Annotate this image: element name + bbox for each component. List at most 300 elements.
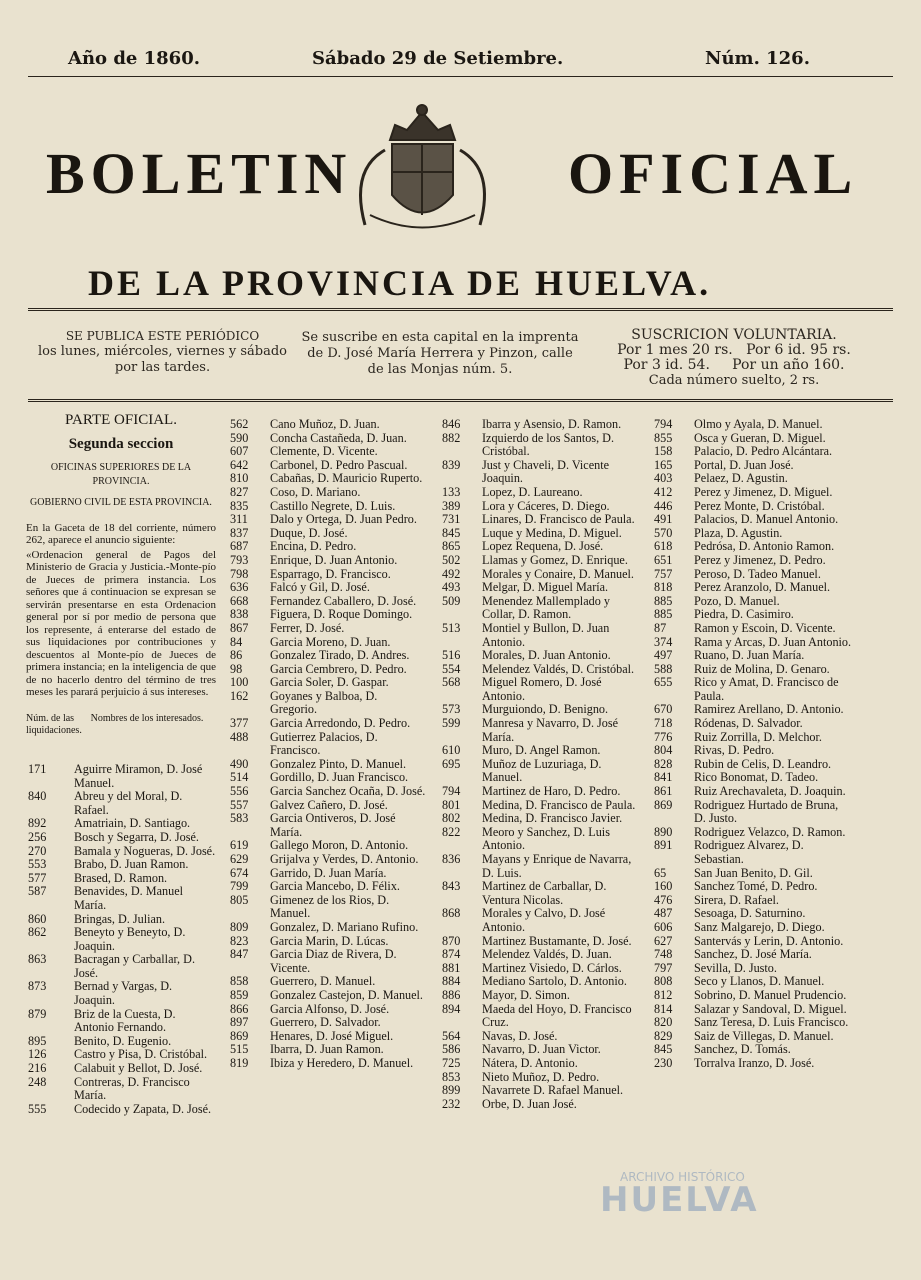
interested-name: Garcia Alfonso, D. José.: [270, 1001, 390, 1016]
interested-name: Melgar, D. Miguel María.: [482, 580, 609, 595]
interested-name: Beneyto y Beneyto, D. Joaquin.: [74, 925, 186, 953]
liquidation-number: 377: [230, 716, 249, 731]
title-left: BOLETIN: [46, 141, 353, 206]
table-header-number: Núm. de las liquidaciones.: [26, 712, 82, 736]
list-item: [26, 872, 216, 886]
liquidation-number: 725: [442, 1055, 461, 1070]
list-item: [26, 763, 216, 790]
interested-name: Lopez, D. Laureano.: [482, 484, 583, 499]
interested-name: Martinez de Haro, D. Pedro.: [482, 784, 621, 799]
liquidation-number: 556: [230, 784, 249, 799]
list-item: [652, 731, 852, 745]
interested-name: Guerrero, D. Manuel.: [270, 974, 376, 989]
list-item: [652, 1016, 852, 1030]
interested-name: Sanz Malgarejo, D. Diego.: [694, 919, 825, 934]
liquidation-number: 491: [654, 512, 673, 527]
parte-oficial-heading: PARTE OFICIAL.: [65, 412, 177, 428]
interested-name: Maeda del Hoyo, D. Francisco Cruz.: [482, 1001, 632, 1030]
interested-name: Enrique, D. Juan Antonio.: [270, 552, 398, 567]
liquidation-number: 812: [654, 987, 673, 1002]
interested-name: Henares, D. José Miguel.: [270, 1028, 394, 1043]
list-item: [652, 472, 852, 486]
list-item: [228, 445, 426, 459]
liquidation-number: 162: [230, 688, 249, 703]
liquidation-number: 890: [654, 824, 673, 839]
list-item: [26, 980, 216, 1007]
list-item: [440, 1071, 640, 1085]
interested-name: Luque y Medina, D. Miguel.: [482, 525, 622, 540]
interested-name: Medina, D. Francisco de Paula.: [482, 797, 636, 812]
liquidation-number: 590: [230, 430, 249, 445]
interested-name: Castro y Pisa, D. Cristóbal.: [74, 1047, 208, 1062]
list-item: [228, 731, 426, 758]
gobierno-heading: GOBIERNO CIVIL DE ESTA PROVINCIA.: [30, 497, 212, 509]
interested-name: Melendez Valdés, D. Juan.: [482, 947, 612, 962]
archive-watermark-top: ARCHIVO HISTÓRICO: [620, 1170, 745, 1184]
liquidation-number: 488: [230, 729, 249, 744]
list-item: [440, 1043, 640, 1057]
interested-name: Encina, D. Pedro.: [270, 539, 357, 554]
list-item: [228, 418, 426, 432]
interested-name: Bringas, D. Julian.: [74, 911, 166, 926]
list-item: [440, 826, 640, 853]
list-item: [440, 1057, 640, 1071]
interested-name: Benavides, D. Manuel María.: [74, 884, 183, 912]
liquidation-number: 843: [442, 879, 461, 894]
publication-info: SE PUBLICA ESTE PERIÓDICO los lunes, miércoles, viernes y sábado por las tardes.: [37, 329, 287, 375]
list-item: [26, 1035, 216, 1049]
list-item: [652, 636, 852, 650]
list-item: [26, 913, 216, 927]
list-item: [652, 540, 852, 554]
liquidation-number: 867: [230, 620, 249, 635]
interested-name: Grijalva y Verdes, D. Antonio.: [270, 852, 419, 866]
liquidation-number: 607: [230, 444, 249, 459]
list-item: [228, 527, 426, 541]
liquidation-number: 577: [28, 870, 47, 885]
intro-block: [26, 414, 216, 737]
liquidation-number: 230: [654, 1055, 673, 1070]
list-item: [440, 500, 640, 514]
interested-name: Castillo Negrete, D. Luis.: [270, 498, 396, 513]
oficinas-heading: OFICINAS SUPERIORES DE LA PROVINCIA.: [50, 462, 192, 487]
list-item: [228, 717, 426, 731]
list-item: [652, 962, 852, 976]
interested-name: Salazar y Sandoval, D. Miguel.: [694, 1001, 847, 1016]
interested-name: Navarrete D. Rafael Manuel.: [482, 1083, 624, 1098]
interested-name: Izquierdo de los Santos, D. Cristóbal.: [482, 430, 615, 459]
list-item: [440, 649, 640, 663]
liquidation-number: 586: [442, 1042, 461, 1057]
liquidation-number: 515: [230, 1042, 249, 1057]
liquidation-number: 570: [654, 525, 673, 540]
interested-name: Saiz de Villegas, D. Manuel.: [694, 1028, 834, 1043]
liquidation-number: 869: [654, 797, 673, 812]
liquidation-number: 797: [654, 960, 673, 975]
interested-name: Melendez Valdés, D. Cristóbal.: [482, 661, 635, 676]
liquidation-number: 98: [230, 661, 243, 676]
liquidation-number: 897: [230, 1015, 249, 1030]
interested-name: Muro, D. Angel Ramon.: [482, 743, 601, 758]
liquidation-number: 859: [230, 987, 249, 1002]
liquidation-number: 840: [28, 789, 47, 804]
list-item: [228, 649, 426, 663]
list-item: [652, 500, 852, 514]
list-item: [26, 1062, 216, 1076]
interested-name: Garcia Sanchez Ocaña, D. José.: [270, 784, 426, 799]
list-item: [440, 812, 640, 826]
list-item: [26, 845, 216, 859]
liquidation-number: 794: [442, 784, 461, 799]
liquidation-number: 820: [654, 1015, 673, 1030]
interested-name: Gutierrez Palacios, D. Francisco.: [270, 729, 378, 758]
title-rule: [28, 308, 893, 311]
liquidation-number: 884: [442, 974, 461, 989]
interested-name: Benito, D. Eugenio.: [74, 1033, 172, 1048]
list-item: [228, 1043, 426, 1057]
interested-name: Gimenez de los Rios, D. Manuel.: [270, 892, 390, 921]
interested-name: Plaza, D. Agustin.: [694, 525, 783, 540]
list-item: [228, 975, 426, 989]
interested-name: Rico Bonomat, D. Tadeo.: [694, 770, 819, 785]
liquidation-number: 403: [654, 471, 673, 486]
interested-name: Calabuit y Bellot, D. José.: [74, 1061, 203, 1076]
interested-name: Gallego Moron, D. Antonio.: [270, 838, 409, 853]
list-item: [652, 432, 852, 446]
interested-name: Garcia Marin, D. Lúcas.: [270, 933, 389, 948]
interested-name: Ramon y Escoin, D. Vicente.: [694, 620, 836, 635]
list-item: [228, 867, 426, 881]
liquidation-number: 822: [442, 824, 461, 839]
list-item: [652, 717, 852, 731]
list-item: [228, 459, 426, 473]
interested-name: Miguel Romero, D. José Antonio.: [482, 675, 602, 703]
liquidation-number: 568: [442, 675, 461, 690]
list-item: [228, 513, 426, 527]
interested-name: Rama y Arcas, D. Juan Antonio.: [694, 634, 852, 649]
list-item: [228, 799, 426, 813]
interested-name: Dalo y Ortega, D. Juan Pedro.: [270, 512, 417, 527]
list-item: [228, 771, 426, 785]
list-item: [440, 540, 640, 554]
interested-name: Duque, D. José.: [270, 525, 348, 540]
intro-paragraph-2: «Ordenacion general de Pagos del Ministerio de Gracia y Justicia.-Monte-pío de Jueces de primera instancia. Los señores que á continuacion se expresan se servirán presentarse en esta Ordenacion general por sí por medio de persona que los represente, á enterarse del estado de sus liquidaciones por contribuciones y descuentos al Monte-pío de Jueces de primera instancia; en la inteligencia de que de no hacerlo dentro del término de tres meses les parará perjuicio á sus intereses.: [26, 548, 216, 699]
interested-name: Rico y Amat, D. Francisco de Paula.: [694, 675, 839, 703]
liquidation-number: 476: [654, 892, 673, 907]
interested-name: Llamas y Gomez, D. Enrique.: [482, 552, 628, 567]
list-item: [440, 962, 640, 976]
liquidation-number: 892: [28, 816, 47, 831]
list-item: [652, 771, 852, 785]
liquidation-number: 804: [654, 743, 673, 758]
interested-name: Osca y Gueran, D. Miguel.: [694, 430, 826, 445]
liquidation-number: 845: [442, 525, 461, 540]
column-3: [440, 418, 640, 1111]
liquidation-number: 862: [28, 925, 47, 940]
interested-name: Guerrero, D. Salvador.: [270, 1015, 381, 1030]
liquidation-number: 256: [28, 829, 47, 844]
list-item: [652, 1043, 852, 1057]
liquidation-number: 497: [654, 648, 673, 663]
interested-name: Peroso, D. Tadeo Manuel.: [694, 566, 821, 581]
liquidation-number: 87: [654, 620, 667, 635]
liquidation-number: 836: [442, 852, 461, 866]
interested-name: Gonzalez Tirado, D. Andres.: [270, 648, 410, 663]
title-subtitle: DE LA PROVINCIA DE HUELVA.: [88, 263, 712, 303]
interested-name: Medina, D. Francisco Javier.: [482, 811, 623, 826]
list-item: [440, 703, 640, 717]
interested-name: Gonzalez, D. Mariano Rufino.: [270, 919, 419, 934]
liquidation-number: 126: [28, 1047, 47, 1062]
liquidation-number: 874: [442, 947, 461, 962]
liquidation-number: 588: [654, 661, 673, 676]
liquidation-number: 636: [230, 580, 249, 595]
interested-name: Figuera, D. Roque Domingo.: [270, 607, 413, 622]
liquidation-number: 158: [654, 444, 673, 459]
liquidation-number: 583: [230, 811, 249, 826]
interested-name: Montiel y Bullon, D. Juan Antonio.: [482, 620, 610, 649]
list-item: [228, 812, 426, 839]
list-item: [440, 744, 640, 758]
list-item: [228, 921, 426, 935]
list-item: [652, 839, 852, 866]
list-item: [440, 663, 640, 677]
list-item: [652, 486, 852, 500]
liquidation-number: 618: [654, 539, 673, 554]
list-item: [652, 703, 852, 717]
liquidation-number: 891: [654, 838, 673, 853]
liquidation-number: 865: [442, 539, 461, 554]
liquidation-number: 868: [442, 906, 461, 921]
liquidation-number: 619: [230, 838, 249, 853]
interested-name: Galvez Cañero, D. José.: [270, 797, 388, 812]
list-item: [652, 785, 852, 799]
liquidation-number: 587: [28, 884, 47, 899]
list-item: [652, 581, 852, 595]
list-item: [440, 907, 640, 934]
interested-name: Amatriain, D. Santiago.: [74, 816, 191, 831]
list-item: [228, 608, 426, 622]
list-item: [440, 785, 640, 799]
list-item: [652, 1030, 852, 1044]
interested-name: Muñoz de Luzuriaga, D. Manuel.: [482, 756, 602, 785]
liquidation-number: 861: [654, 784, 673, 799]
liquidation-number: 823: [230, 933, 249, 948]
liquidation-number: 490: [230, 756, 249, 771]
intro-paragraph-1: En la Gaceta de 18 del corriente, número 262, aparece el anuncio siguiente:: [26, 521, 216, 547]
liquidation-number: 516: [442, 648, 461, 663]
list-item: [440, 935, 640, 949]
liquidation-number: 557: [230, 797, 249, 812]
interested-name: Sanchez, D. Tomás.: [694, 1042, 791, 1057]
list-item: [440, 1030, 640, 1044]
list-item: [440, 717, 640, 744]
list-item: [652, 1057, 852, 1071]
interested-name: Fernandez Caballero, D. José.: [270, 593, 417, 608]
interested-name: Meoro y Sanchez, D. Luis Antonio.: [482, 824, 610, 853]
list-item: [652, 459, 852, 473]
list-item: [440, 1098, 640, 1112]
liquidation-number: 65: [654, 865, 667, 880]
list-item: [440, 527, 640, 541]
entries-col1: [26, 763, 216, 1116]
liquidation-number: 629: [230, 852, 249, 866]
interested-name: Garcia Mancebo, D. Félix.: [270, 879, 400, 894]
list-item: [26, 858, 216, 872]
list-item: [26, 1076, 216, 1103]
list-item: [228, 568, 426, 582]
liquidation-number: 818: [654, 580, 673, 595]
list-item: [652, 595, 852, 609]
interested-name: Ramirez Arellano, D. Antonio.: [694, 702, 844, 717]
interested-name: Bosch y Segarra, D. José.: [74, 829, 199, 844]
list-item: [440, 989, 640, 1003]
info-rule: [28, 399, 893, 402]
interested-name: Ruiz Arechavaleta, D. Joaquin.: [694, 784, 846, 799]
list-item: [652, 622, 852, 636]
liquidation-number: 509: [442, 593, 461, 608]
liquidation-number: 809: [230, 919, 249, 934]
list-item: [228, 880, 426, 894]
liquidation-number: 216: [28, 1061, 47, 1076]
interested-name: Pozo, D. Manuel.: [694, 593, 780, 608]
liquidation-number: 606: [654, 919, 673, 934]
liquidation-number: 133: [442, 484, 461, 499]
interested-name: Carbonel, D. Pedro Pascual.: [270, 457, 408, 472]
interested-name: Gonzalez Castejon, D. Manuel.: [270, 987, 423, 1002]
interested-name: Mediano Sartolo, D. Antonio.: [482, 974, 627, 989]
liquidation-number: 858: [230, 974, 249, 989]
interested-name: Ibiza y Heredero, D. Manuel.: [270, 1055, 414, 1070]
liquidation-number: 794: [654, 417, 673, 431]
interested-name: Lora y Cáceres, D. Diego.: [482, 498, 610, 513]
liquidation-number: 793: [230, 552, 249, 567]
interested-name: Goyanes y Balboa, D. Gregorio.: [270, 688, 378, 717]
list-item: [652, 513, 852, 527]
interested-name: Palacios, D. Manuel Antonio.: [694, 512, 839, 527]
liquidation-number: 573: [442, 702, 461, 717]
liquidation-number: 731: [442, 512, 461, 527]
list-item: [26, 817, 216, 831]
liquidation-number: 412: [654, 484, 673, 499]
liquidation-number: 870: [442, 933, 461, 948]
interested-name: Martinez Visiedo, D. Cárlos.: [482, 960, 622, 975]
interested-name: Esparrago, D. Francisco.: [270, 566, 391, 581]
liquidation-number: 564: [442, 1028, 461, 1043]
interested-name: Perez Monte, D. Cristóbal.: [694, 498, 825, 513]
list-item: [228, 690, 426, 717]
interested-name: Garrido, D. Juan María.: [270, 865, 387, 880]
liquidation-number: 879: [28, 1006, 47, 1021]
list-item: [440, 513, 640, 527]
interested-name: Cabañas, D. Mauricio Ruperto.: [270, 471, 423, 486]
interested-name: Coso, D. Mariano.: [270, 484, 361, 499]
liquidation-number: 828: [654, 756, 673, 771]
liquidation-number: 270: [28, 843, 47, 858]
interested-name: Garcia Arredondo, D. Pedro.: [270, 716, 411, 731]
list-item: [652, 744, 852, 758]
list-item: [440, 459, 640, 486]
list-item: [228, 663, 426, 677]
list-item: [652, 799, 852, 826]
interested-name: Just y Chaveli, D. Vicente Joaquin.: [482, 457, 609, 486]
interested-name: Aguirre Miramon, D. José Manuel.: [74, 761, 203, 790]
interested-name: Garcia Moreno, D. Juan.: [270, 634, 391, 649]
liquidation-number: 810: [230, 471, 249, 486]
interested-name: Piedra, D. Casimiro.: [694, 607, 794, 622]
interested-name: Falcó y Gil, D. José.: [270, 580, 370, 595]
liquidation-number: 374: [654, 634, 673, 649]
liquidation-number: 895: [28, 1033, 47, 1048]
list-item: [440, 880, 640, 907]
list-item: [26, 1008, 216, 1035]
interested-name: Martinez Bustamante, D. José.: [482, 933, 632, 948]
interested-name: Linares, D. Francisco de Paula.: [482, 512, 635, 527]
interested-name: Morales, D. Juan Antonio.: [482, 648, 611, 663]
liquidation-number: 493: [442, 580, 461, 595]
list-item: [652, 649, 852, 663]
liquidation-number: 885: [654, 593, 673, 608]
column-1: [26, 414, 216, 1116]
interested-name: Garcia Ontiveros, D. José María.: [270, 811, 396, 839]
list-item: [228, 1003, 426, 1017]
liquidation-number: 687: [230, 539, 249, 554]
liquidation-number: 894: [442, 1001, 461, 1016]
list-item: [228, 500, 426, 514]
interested-name: Palacio, D. Pedro Alcántara.: [694, 444, 833, 459]
table-header-name: Nombres de los interesados.: [90, 712, 204, 724]
interested-name: Briz de la Cuesta, D. Antonio Fernando.: [74, 1006, 176, 1035]
liquidation-number: 171: [28, 761, 47, 776]
interested-name: Pedrósa, D. Antonio Ramon.: [694, 539, 835, 554]
interested-name: Torralva Iranzo, D. José.: [694, 1055, 815, 1070]
liquidation-number: 553: [28, 857, 47, 872]
list-item: [228, 785, 426, 799]
list-item: [440, 432, 640, 459]
list-item: [26, 1048, 216, 1062]
liquidation-number: 165: [654, 457, 673, 472]
interested-name: Bacragan y Carballar, D. José.: [74, 952, 195, 980]
interested-name: Olmo y Ayala, D. Manuel.: [694, 417, 823, 431]
list-item: [652, 935, 852, 949]
interested-name: Garcia Soler, D. Gaspar.: [270, 675, 389, 690]
section-heading: Segunda seccion: [68, 435, 174, 452]
liquidation-number: 668: [230, 593, 249, 608]
list-item: [652, 948, 852, 962]
liquidation-number: 670: [654, 702, 673, 717]
list-item: [652, 608, 852, 622]
liquidation-number: 642: [230, 457, 249, 472]
liquidation-number: 814: [654, 1001, 673, 1016]
list-item: [26, 926, 216, 953]
list-item: [440, 676, 640, 703]
list-item: [228, 486, 426, 500]
list-item: [26, 885, 216, 912]
liquidation-number: 855: [654, 430, 673, 445]
liquidation-number: 845: [654, 1042, 673, 1057]
interested-name: Sanz Teresa, D. Luis Francisco.: [694, 1015, 849, 1030]
list-item: [228, 472, 426, 486]
interested-name: Sanchez Tomé, D. Pedro.: [694, 879, 818, 894]
interested-name: Rivas, D. Pedro.: [694, 743, 775, 758]
list-item: [228, 935, 426, 949]
liquidation-number: 808: [654, 974, 673, 989]
interested-name: Gordillo, D. Juan Francisco.: [270, 770, 409, 785]
list-item: [440, 486, 640, 500]
liquidation-number: 84: [230, 634, 243, 649]
liquidation-number: 562: [230, 417, 249, 431]
liquidation-number: 748: [654, 947, 673, 962]
